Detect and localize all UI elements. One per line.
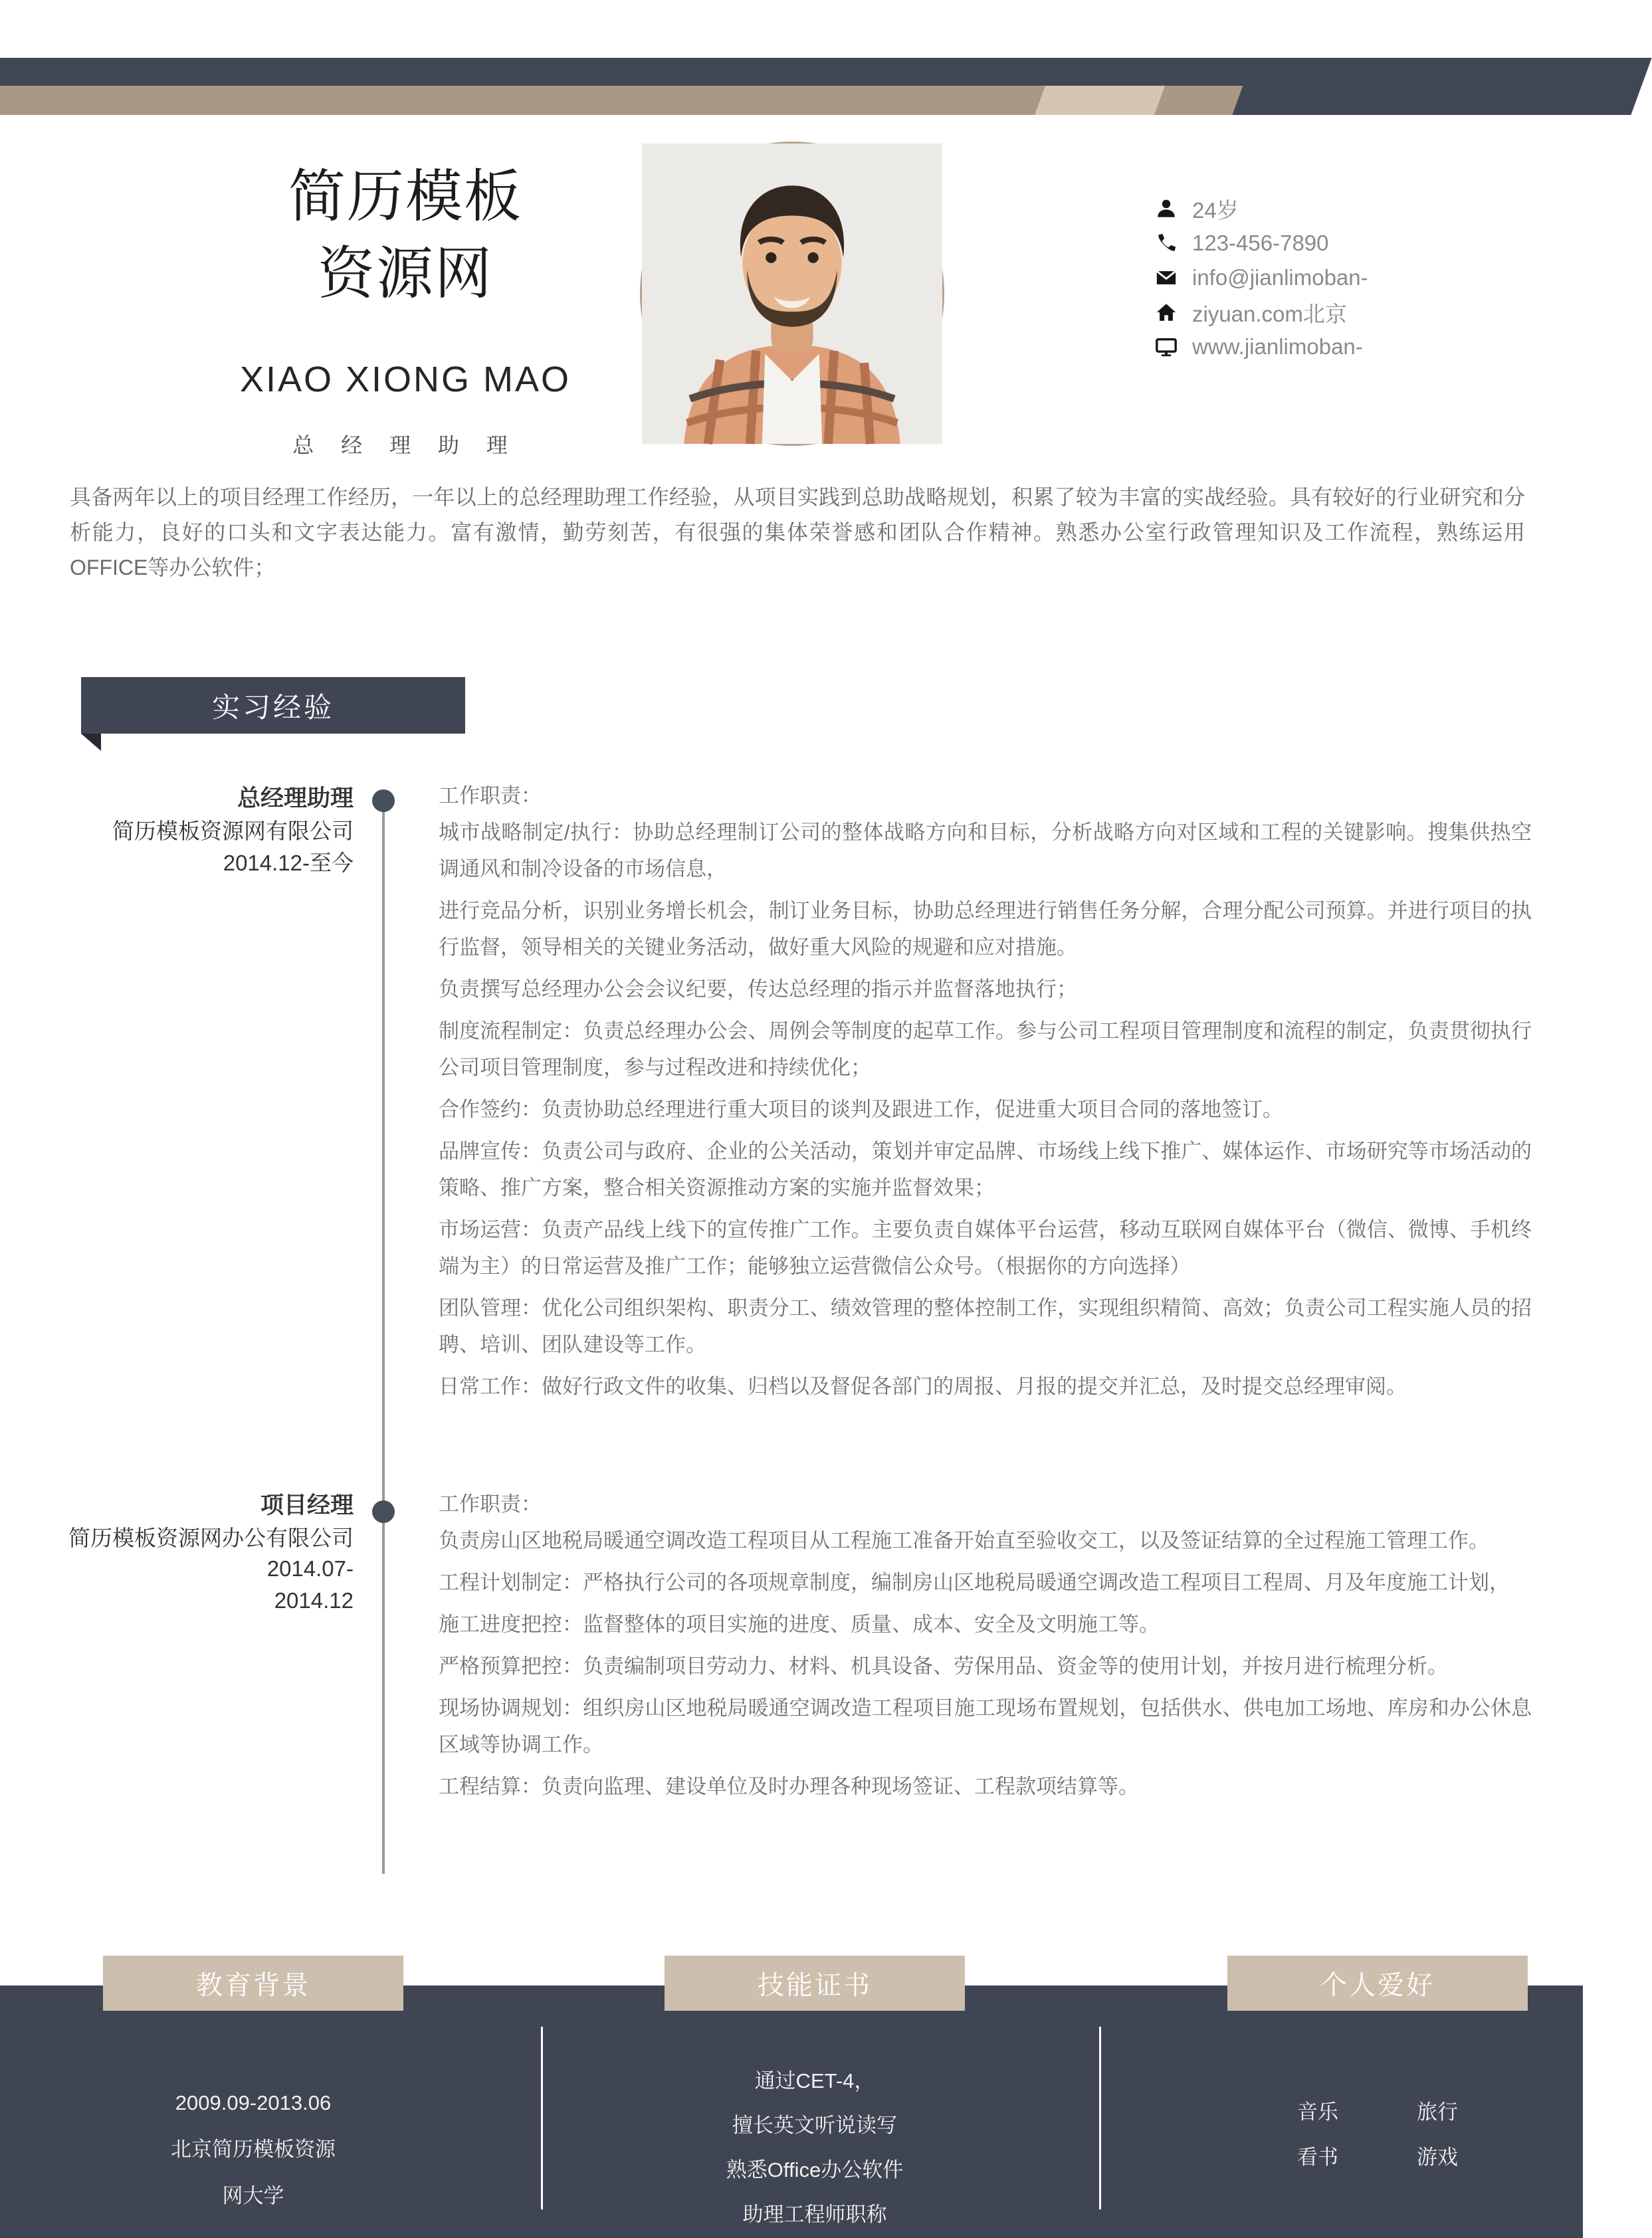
contact-list xyxy=(1155,191,1368,364)
top-navy-bar xyxy=(0,58,1583,86)
envelope-icon xyxy=(1155,266,1178,289)
timeline-dot-2 xyxy=(372,1500,395,1523)
profile-photo xyxy=(640,142,944,446)
job2-role: 项目经理 xyxy=(260,1492,354,1518)
job1-duties xyxy=(439,777,1532,1410)
job1-duty: 团队管理：优化公司组织架构、职责分工、绩效管理的整体控制工作，实现组织精简、高效；负责公司工程实施人员的招聘、培训、团队建设等工作。 xyxy=(439,1296,1532,1356)
footer-divider-2 xyxy=(1099,2027,1101,2209)
age-value: 24岁 xyxy=(1192,197,1239,223)
job1-role: 总经理助理 xyxy=(237,785,354,811)
skill-line: 助理工程师职称 xyxy=(742,2203,887,2226)
timeline-line xyxy=(382,801,385,1874)
site-value: ziyuan.com北京 xyxy=(1192,301,1347,326)
job2-duty: 施工进度把控：监督整体的项目实施的进度、质量、成本、安全及文明施工等。 xyxy=(439,1613,1160,1636)
footer-banner-skills: 技能证书 xyxy=(665,1956,965,2011)
monitor-icon xyxy=(1155,336,1178,358)
hobby-row xyxy=(1227,2135,1528,2180)
job1-duty: 制度流程制定：负责总经理办公会、周例会等制度的起草工作。参与公司工程项目管理制度和流程的制定，负责贯彻执行公司项目管理制度，参与过程改进和持续优化； xyxy=(439,1019,1532,1079)
candidate-position-clipped: 总 经 理 助 理 xyxy=(292,433,518,457)
contact-phone-row xyxy=(1155,226,1368,260)
site-title-line2: 资源网 xyxy=(318,242,493,306)
job1-period-clipped: 2014.12-至今 xyxy=(223,851,354,875)
education-period: 2009.09-2013.06 xyxy=(175,2091,332,2114)
job2-left-block xyxy=(61,1490,354,1613)
education-school2: 网大学 xyxy=(222,2184,284,2207)
hobby-item: 旅行 xyxy=(1417,2100,1458,2124)
job1-duty: 进行竞品分析，识别业务增长机会，制订业务目标，协助总经理进行销售任务分解，合理分配公司预算。并进行项目的执行监督，领导相关的关键业务活动，做好重大风险的规避和应对措施。 xyxy=(439,899,1532,959)
house-icon xyxy=(1155,301,1178,324)
job1-duty: 品牌宣传：负责公司与政府、企业的公关活动，策划并审定品牌、市场线上线下推广、媒体运作、市场研究等市场活动的策略、推广方案，整合相关资源推动方案的实施并监督效果； xyxy=(439,1140,1532,1199)
site-title xyxy=(173,158,638,312)
hobby-item: 音乐 xyxy=(1297,2100,1338,2124)
skill-line: 熟悉Office办公软件 xyxy=(726,2158,904,2182)
section-banner-experience xyxy=(81,677,465,734)
job1-duty: 城市战略制定/执行：协助总经理制订公司的整体战略方向和目标，分析战略方向对区域和工程的关键影响。搜集供热空调通风和制冷设备的市场信息， xyxy=(439,821,1532,880)
footer-banner-education: 教育背景 xyxy=(103,1956,403,2011)
skill-line: 通过CET-4， xyxy=(754,2069,875,2092)
job2-duties-label: 工作职责： xyxy=(439,1492,542,1516)
job2-company: 简历模板资源网办公有限公司 2014.07- xyxy=(68,1526,354,1581)
hobby-item: 游戏 xyxy=(1417,2146,1458,2169)
person-icon xyxy=(1155,197,1178,220)
profile-photo-illustration xyxy=(642,144,942,444)
education-school: 北京简历模板资源 xyxy=(171,2138,336,2161)
top-tan-light-segment xyxy=(1035,86,1165,115)
candidate-name: XIAO XIONG MAO xyxy=(239,359,571,399)
phone-value: 123-456-7890 xyxy=(1192,231,1329,255)
job2-duties xyxy=(439,1486,1532,1810)
job2-period-clipped: 2014.12 xyxy=(274,1588,354,1613)
job1-duty: 合作签约：负责协助总经理进行重大项目的谈判及跟进工作，促进重大项目合同的落地签订。 xyxy=(439,1098,1283,1121)
contact-age-row xyxy=(1155,191,1368,226)
hobby-item: 看书 xyxy=(1297,2146,1338,2169)
job1-duty: 市场运营：负责产品线上线下的宣传推广工作。主要负责自媒体平台运营，移动互联网自媒体平台（微信、微博、手机终端为主）的日常运营及推广工作；能够独立运营微信公众号。（根据你的方向选择） xyxy=(439,1218,1532,1278)
contact-web-row xyxy=(1155,330,1368,364)
job1-duties-label: 工作职责： xyxy=(439,784,542,807)
contact-site-row xyxy=(1155,295,1368,330)
job1-company: 简历模板资源网有限公司 xyxy=(112,819,354,843)
hobbies-content xyxy=(1227,2090,1528,2180)
section-banner-fold xyxy=(81,734,101,751)
footer-banner-hobbies: 个人爱好 xyxy=(1227,1956,1528,2011)
footer-divider-1 xyxy=(541,2027,543,2209)
job2-duty: 工程计划制定：严格执行公司的各项规章制度，编制房山区地税局暖通空调改造工程项目工程周、月及年度施工计划， xyxy=(439,1571,1510,1594)
email-value: info@jianlimoban- xyxy=(1192,265,1368,290)
skills-content xyxy=(638,2059,991,2237)
job1-duty: 负责撰写总经理办公会会议纪要，传达总经理的指示并监督落地执行； xyxy=(439,977,1077,1001)
contact-email-row xyxy=(1155,260,1368,295)
timeline-dot-1 xyxy=(372,789,395,812)
job1-duty: 日常工作：做好行政文件的收集、归档以及督促各部门的周报、月报的提交并汇总，及时提交总经理审阅。 xyxy=(439,1375,1407,1398)
job2-duty: 严格预算把控：负责编制项目劳动力、材料、机具设备、劳保用品、资金等的使用计划，并按月进行梳理分析。 xyxy=(439,1655,1448,1678)
job2-duty: 负责房山区地税局暖通空调改造工程项目从工程施工准备开始直至验收交工，以及签证结算的全过程施工管理工作。 xyxy=(439,1529,1489,1552)
job2-duty: 现场协调规划：组织房山区地税局暖通空调改造工程项目施工现场布置规划，包括供水、供电加工场地、库房和办公休息区域等协调工作。 xyxy=(439,1696,1532,1756)
site-title-line1: 简历模板 xyxy=(288,165,522,229)
hobby-row xyxy=(1227,2090,1528,2135)
job2-duty: 工程结算：负责向监理、建设单位及时办理各种现场签证、工程款项结算等。 xyxy=(439,1775,1139,1798)
job1-left-block xyxy=(61,783,354,875)
education-content xyxy=(103,2080,403,2219)
skill-line: 擅长英文听说读写 xyxy=(732,2114,897,2137)
profile-summary: 具备两年以上的项目经理工作经历，一年以上的总经理助理工作经验，从项目实践到总助战略规划，积累了较为丰富的实战经验。具有较好的行业研究和分析能力，良好的口头和文字表达能力。富有激情，勤劳刻苦，有很强的集体荣誉感和团队合作精神。熟悉办公室行政管理知识及工作流程，熟练运用OFFICE等办公软件； xyxy=(70,485,1525,579)
phone-icon xyxy=(1155,232,1178,254)
section-title: 实习经验 xyxy=(211,691,334,723)
web-value: www.jianlimoban- xyxy=(1192,334,1363,359)
